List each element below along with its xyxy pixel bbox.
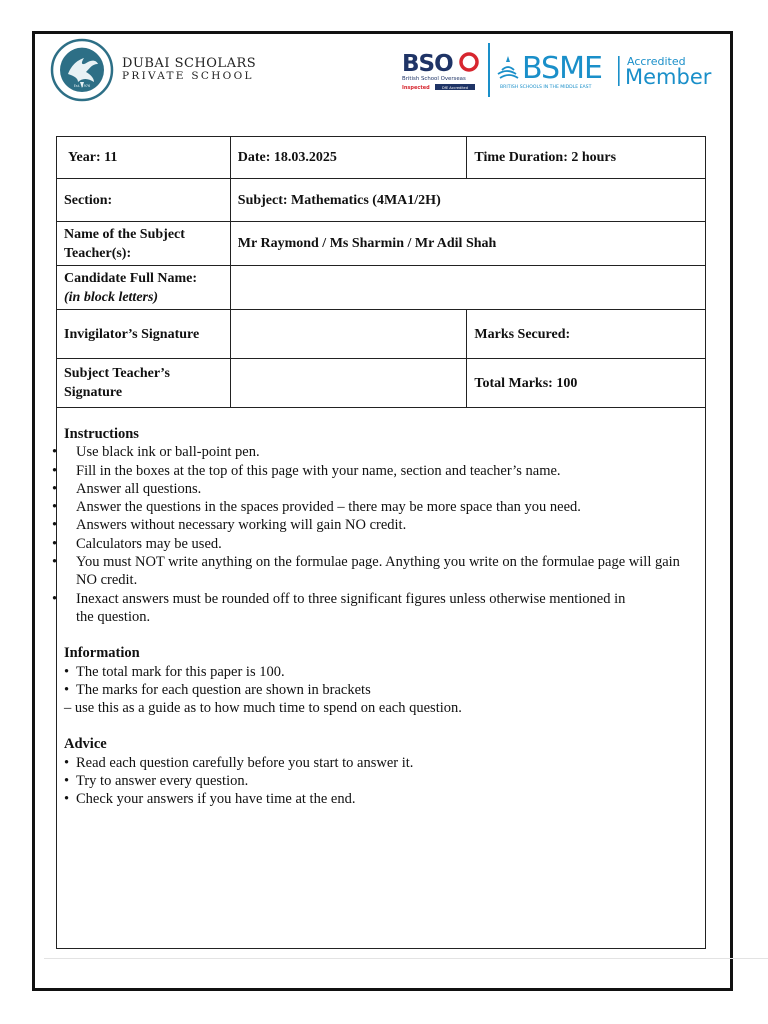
school-name-line1: DUBAI SCHOLARS (122, 56, 257, 71)
svg-text:Inspected: Inspected (402, 85, 430, 91)
subject-teacher-signature-label: Subject Teacher’s Signature (57, 359, 231, 408)
svg-text:Accredited: Accredited (627, 55, 686, 68)
logo-divider (488, 43, 490, 97)
subject-cell: Subject: Mathematics (4MA1/2H) (230, 179, 705, 222)
list-item: • Read each question carefully before you start to answer it. (64, 754, 414, 771)
instructions-box (52, 408, 706, 949)
list-item: • Check your answers if you have time at the end. (64, 791, 356, 808)
instructions-heading: Instructions (64, 426, 139, 442)
advice-heading: Advice (64, 736, 107, 753)
duration-cell: Time Duration: 2 hours (467, 137, 706, 179)
school-name (122, 58, 256, 82)
candidate-name-label (57, 266, 231, 310)
svg-text:Member: Member (625, 65, 712, 89)
list-item: • Calculators may be used. (52, 535, 222, 552)
total-marks-cell: Total Marks: 100 (467, 359, 706, 408)
candidate-name-hint: (in block letters) (64, 289, 159, 305)
svg-text:DfE Accredited: DfE Accredited (442, 85, 468, 90)
school-crest-logo (50, 38, 114, 102)
teacher-names: Mr Raymond / Ms Sharmin / Mr Adil Shah (230, 222, 705, 266)
year-cell: Year: 11 (57, 137, 231, 179)
svg-text:Est. 1976: Est. 1976 (73, 84, 91, 88)
date-cell: Date: 18.03.2025 (230, 137, 467, 179)
bso-logo (401, 47, 481, 95)
information-continuation: – use this as a guide as to how much time to spend on each question. (64, 700, 462, 717)
teacher-label: Name of the Subject Teacher(s): (57, 222, 231, 266)
list-item: • The marks for each question are shown in brackets (64, 681, 371, 698)
list-item: • Answer the questions in the spaces provided – there may be more space than you need. (52, 499, 581, 516)
svg-text:BSME: BSME (522, 51, 602, 86)
section-field[interactable]: Section: (57, 179, 231, 222)
instructions-list (52, 443, 698, 626)
footer-rule (44, 958, 768, 959)
list-item: • Use black ink or ball-point pen. (52, 444, 260, 461)
information-list (64, 663, 698, 700)
subject-teacher-signature-field[interactable] (230, 359, 467, 408)
candidate-name-label-text: Candidate Full Name: (64, 270, 197, 286)
advice-list (64, 754, 698, 809)
list-item: • The total mark for this paper is 100. (64, 663, 285, 680)
list-item: • You must NOT write anything on the formulae page. Anything you write on the formulae page will gain NO credit. (52, 554, 680, 589)
svg-text:BRITISH SCHOOLS IN THE MIDDLE: BRITISH SCHOOLS IN THE MIDDLE EAST (500, 85, 592, 90)
invigilator-signature-field[interactable] (230, 310, 467, 359)
list-item: • Try to answer every question. (64, 773, 249, 790)
exam-info-table (56, 136, 706, 408)
information-heading: Information (64, 645, 140, 662)
list-item: • Fill in the boxes at the top of this page with your name, section and teacher’s name. (52, 462, 561, 479)
list-item: • Answer all questions. (52, 480, 202, 497)
svg-text:British School Overseas: British School Overseas (402, 76, 466, 82)
svg-text:BSO: BSO (402, 51, 453, 77)
list-item: • Answers without necessary working will gain NO credit. (52, 517, 407, 534)
marks-secured-field[interactable]: Marks Secured: (467, 310, 706, 359)
bsme-logo (494, 48, 714, 92)
school-name-line2: PRIVATE SCHOOL (122, 70, 254, 82)
invigilator-signature-label: Invigilator’s Signature (57, 310, 231, 359)
candidate-name-field[interactable] (230, 266, 705, 310)
list-item: • Inexact answers must be rounded off to three significant figures unless otherwise mentioned in the question. (52, 590, 626, 625)
